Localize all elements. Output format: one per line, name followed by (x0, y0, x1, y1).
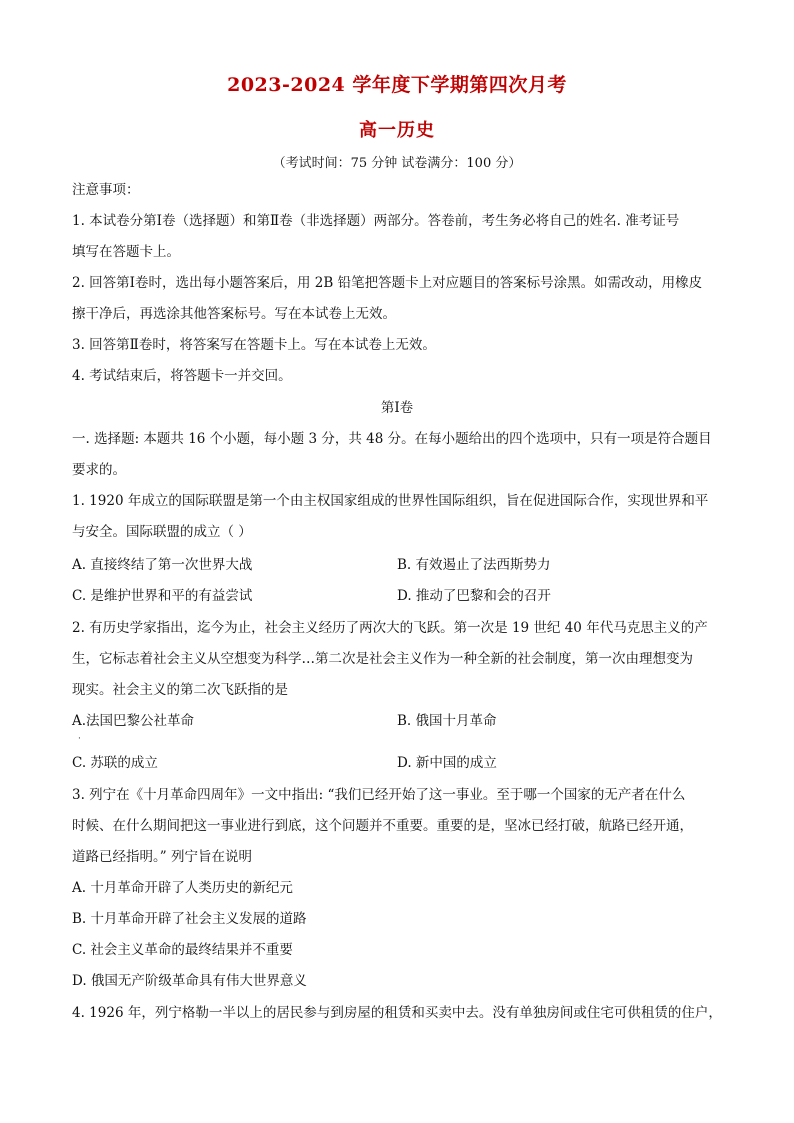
notice-item-3: 3. 回答第Ⅱ卷时，将答案写在答题卡上。写在本试卷上无效。 (72, 337, 436, 353)
q1-stem-line-2: 与安全。国际联盟的成立（ ） (72, 524, 252, 540)
q1-option-a: A. 直接终结了第一次世界大战 (72, 557, 253, 573)
q1-stem-line-1: 1. 1920 年成立的国际联盟是第一个由主权国家组成的世界性国际组织，旨在促进国际合作，实现世界和平 (72, 493, 709, 509)
q1-option-b: B. 有效遏止了法西斯势力 (397, 557, 551, 573)
notice-item-1-line-2: 填写在答题卡上。 (72, 244, 180, 260)
q2-stem-line-1: 2. 有历史学家指出，迄今为止，社会主义经历了两次大的飞跃。第一次是 19 世纪 40 年代马克思主义的产 (72, 620, 708, 636)
q2-option-a: A.法国巴黎公社革命 (72, 713, 195, 729)
q3-option-c: C. 社会主义革命的最终结果并不重要 (72, 942, 293, 958)
section-instructions-line-2: 要求的。 (72, 462, 126, 478)
q2-option-b: B. 俄国十月革命 (397, 713, 497, 729)
q3-option-a: A. 十月革命开辟了人类历史的新纪元 (72, 880, 293, 896)
q1-option-d: D. 推动了巴黎和会的召开 (397, 588, 551, 604)
notice-item-2-line-2: 擦干净后，再选涂其他答案标号。写在本试卷上无效。 (72, 306, 396, 322)
notice-heading: 注意事项： (72, 182, 140, 198)
q3-option-b: B. 十月革命开辟了社会主义发展的道路 (72, 911, 307, 927)
q2-stem-line-2: 生，它标志着社会主义从空想变为科学…第二次是社会主义作为一种全新的社会制度，第一次由理想变为 (72, 651, 693, 667)
q3-stem-line-3: 道路已经指明。” 列宁旨在说明 (72, 849, 252, 865)
q3-stem-line-2: 时候、在什么期间把这一事业进行到底，这个问题并不重要。重要的是，坚冰已经打破，航路已经开通， (72, 818, 693, 834)
q3-stem-line-1: 3. 列宁在《十月革命四周年》一文中指出: “我们已经开始了这一事业。至于哪一个国家的无产者在什么 (72, 787, 686, 803)
q2-option-d: D. 新中国的成立 (397, 755, 497, 771)
notice-item-4: 4. 考试结束后，将答题卡一并交回。 (72, 368, 292, 384)
stray-mark: · (78, 734, 81, 744)
q1-option-c: C. 是维护世界和平的有益尝试 (72, 588, 253, 604)
q3-option-d: D. 俄国无产阶级革命具有伟大世界意义 (72, 973, 307, 989)
notice-item-1-line-1: 1. 本试卷分第Ⅰ卷（选择题）和第Ⅱ卷（非选择题）两部分。答卷前，考生务必将自己的姓名. 准考证号 (72, 213, 680, 229)
section-instructions-line-1: 一. 选择题: 本题共 16 个小题，每小题 3 分，共 48 分。在每小题给出的四个选项中，只有一项是符合题目 (72, 431, 712, 447)
exam-meta: （考试时间：75 分钟 试卷满分：100 分） (272, 156, 522, 171)
exam-subject: 高一历史 (359, 120, 435, 141)
q4-stem-line-1: 4. 1926 年，列宁格勒一半以上的居民参与到房屋的租赁和买卖中去。没有单独房间或住宅可供租赁的住户， (72, 1005, 722, 1021)
q2-option-c: C. 苏联的成立 (72, 755, 158, 771)
notice-item-2-line-1: 2. 回答第Ⅰ卷时，选出每小题答案后，用 2B 铅笔把答题卡上对应题目的答案标号涂黑。如需改动，用橡皮 (72, 275, 703, 291)
exam-title: 2023-2024 学年度下学期第四次月考 (227, 74, 567, 96)
q2-stem-line-3: 现实。社会主义的第二次飞跃指的是 (72, 682, 288, 698)
part-heading: 第Ⅰ卷 (380, 400, 414, 416)
